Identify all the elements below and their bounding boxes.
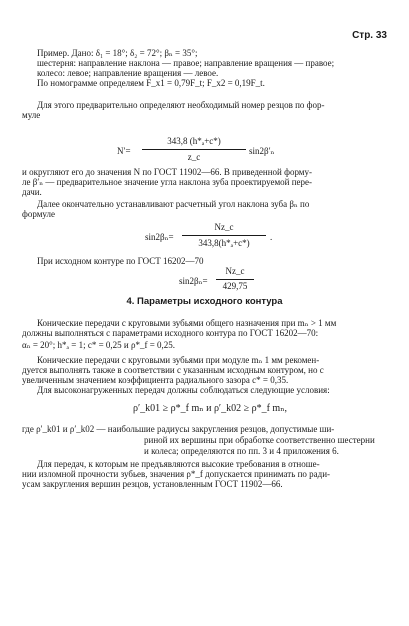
paragraph-2-line-1: и округляют его до значения N по ГОСТ 11902—66. В приведенной форму- [22, 167, 313, 177]
paragraph-8-line-2: нии изломной прочности зубьев, значения ρ*_f допускается принимать по ради- [22, 469, 331, 479]
example-line-2: шестерня: направление наклона — правое; направление вращения — правое; [37, 58, 335, 68]
paragraph-6-line-2: дуется выполнять также в соответствии с указанным исходным контуром, но с [22, 365, 324, 375]
formula-3-denominator: 429,75 [222, 281, 248, 291]
formula-3-numerator: Nz_c [225, 266, 245, 276]
paragraph-8-line-3: усам закругления вершин резцов, установленным ГОСТ 11902—66. [22, 479, 283, 489]
paragraph-4: При исходном контуре по ГОСТ 16202—70 [37, 256, 204, 266]
paragraph-1-line-1: Для этого предварительно определяют необходимый номер резцов по фор- [37, 100, 325, 110]
paragraph-7-line-1: где ρ′_k01 и ρ′_k02 — наибольшие радиусы закругления резцов, допустимые ши- [22, 424, 335, 434]
formula-2-tail: . [270, 232, 273, 242]
example-line-1: Пример. Дано: δ₁ = 18°; δ₂ = 72°; βₙ = 35°; [37, 48, 198, 58]
paragraph-5-line-3: αₙ = 20°; h*ₐ = 1; c* = 0,25 и ρ*_f = 0,25. [22, 340, 176, 350]
formula-3-fraction-bar [216, 279, 254, 280]
section-heading: 4. Параметры исходного контура [126, 296, 283, 307]
paragraph-5-line-1: Конические передачи с круговыми зубьями общего назначения при mₙ > 1 мм [37, 318, 337, 328]
paragraph-6-line-4: Для высоконагруженных передач должны соблюдаться следующие условия: [37, 385, 330, 395]
paragraph-7-line-2: риной их вершины при обработке соответственно шестерни [144, 435, 375, 445]
paragraph-3-line-2: формуле [22, 209, 55, 219]
formula-2-lhs: sin2βₙ= [145, 232, 174, 242]
example-line-4: По номограмме определяем F_x1 = 0,79F_t; F_x2 = 0,19F_t. [37, 78, 265, 88]
paragraph-2-line-2: ле β′ₙ — предварительное значение угла наклона зуба проектируемой пере- [22, 177, 313, 187]
formula-2-denominator: 343,8(h*ₐ+c*) [198, 238, 250, 248]
formula-3-lhs: sin2βₙ= [179, 276, 208, 286]
paragraph-8-line-1: Для передач, к которым не предъявляются высокие требования в отноше- [37, 459, 320, 469]
formula-1-denominator: z_c [187, 152, 201, 162]
formula-4: ρ′_k01 ≥ ρ*_f mₙ и ρ′_k02 ≥ ρ*_f mₙ, [133, 403, 288, 414]
example-line-3: колесо: левое; направление вращения — левое. [37, 68, 219, 78]
paragraph-7-line-3: и колеса; определяются по пп. 3 и 4 приложения 6. [144, 446, 339, 456]
paragraph-1-line-2: муле [22, 110, 41, 120]
formula-1-fraction-bar [142, 149, 246, 150]
formula-2-fraction-bar [182, 235, 266, 236]
paragraph-3-line-1: Далее окончательно устанавливают расчетный угол наклона зуба βₙ по [37, 199, 310, 209]
formula-1-rhs: sin2β′ₙ [249, 146, 275, 156]
formula-1-numerator: 343,8 (h*ₐ+c*) [167, 136, 221, 146]
paragraph-6-line-1: Конические передачи с круговыми зубьями при модуле mₙ 1 мм рекомен- [37, 355, 320, 365]
page-number: Стр. 33 [352, 30, 387, 41]
formula-1-lhs: N′= [117, 146, 131, 156]
paragraph-2-line-3: дачи. [22, 187, 42, 197]
formula-2-numerator: Nz_c [214, 222, 234, 232]
paragraph-5-line-2: должны выполняться с параметрами исходного контура по ГОСТ 16202—70: [22, 328, 319, 338]
paragraph-6-line-3: увеличенным значением коэффициента радиального зазора c* = 0,35. [22, 375, 289, 385]
